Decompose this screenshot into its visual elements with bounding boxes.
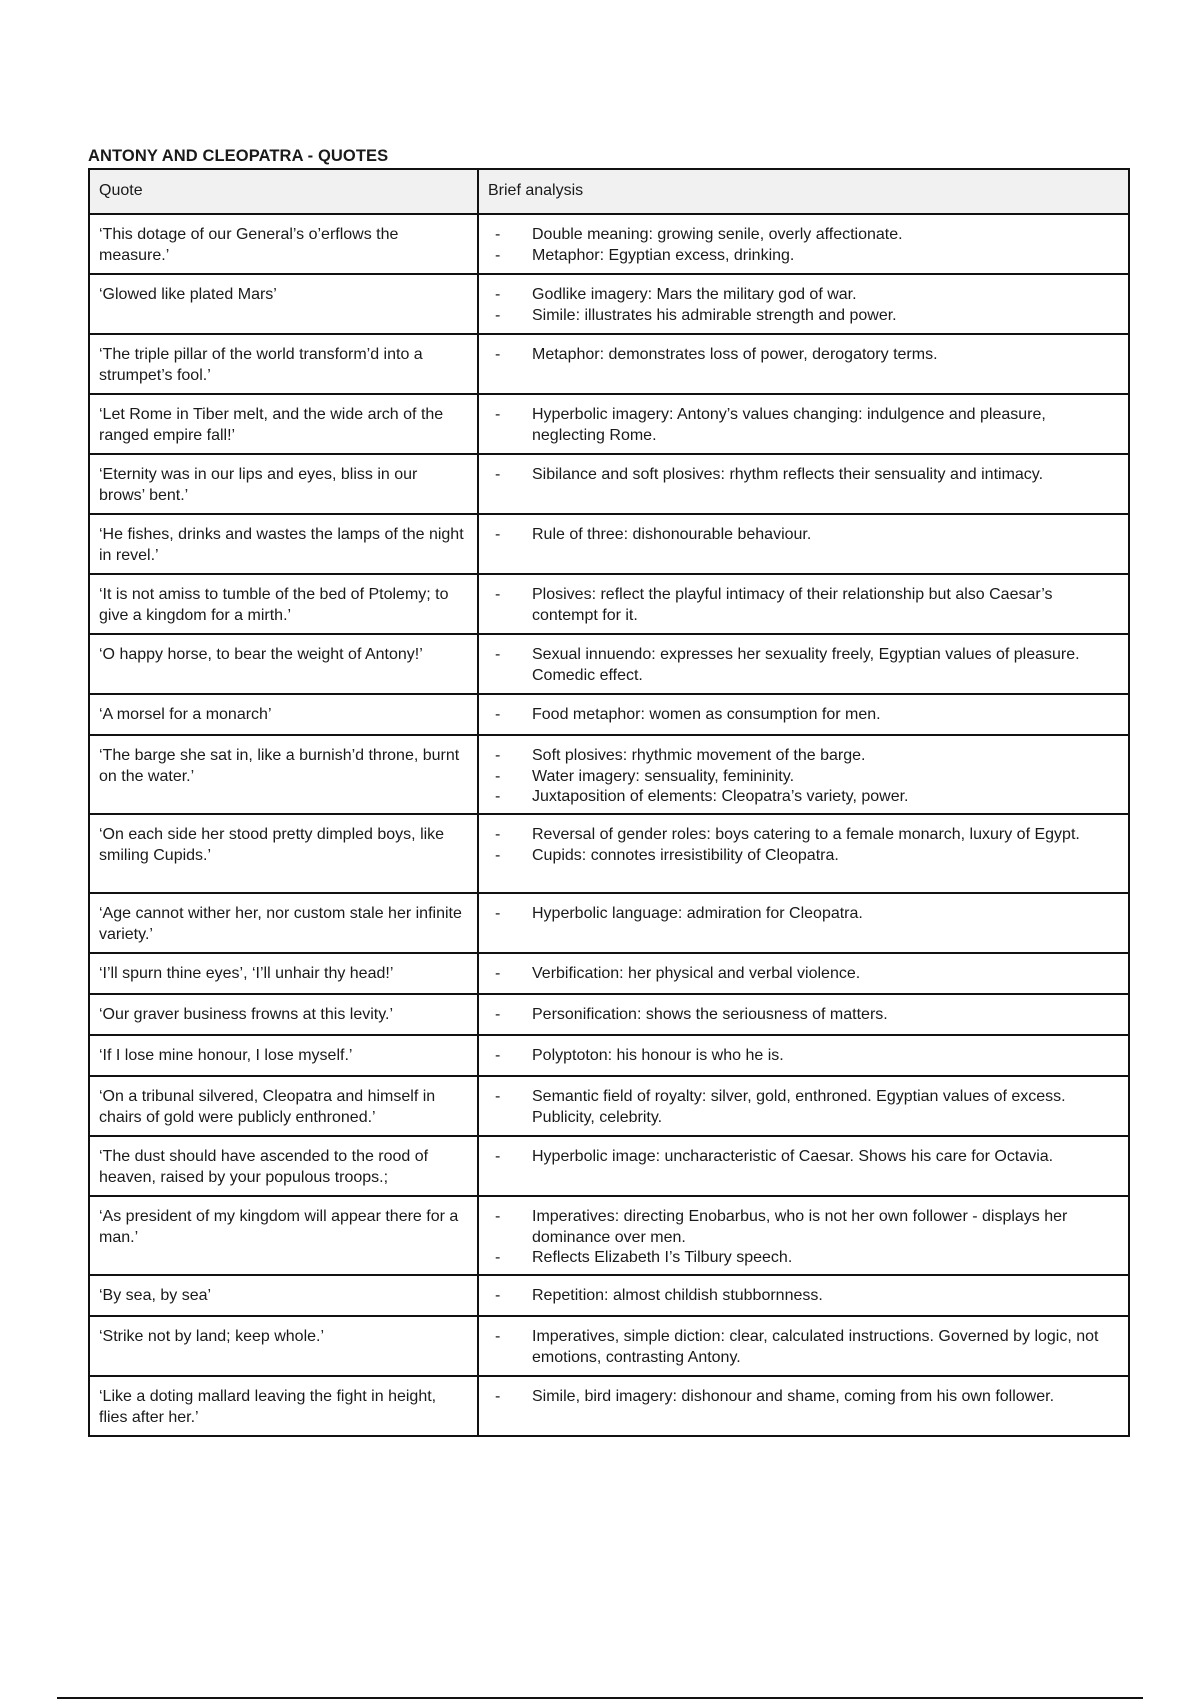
quote-cell: ‘Strike not by land; keep whole.’ [89, 1316, 478, 1376]
analysis-list [488, 1005, 1119, 1026]
analysis-point: - Reversal of gender roles: boys catering to a female monarch, luxury of Egypt. [488, 825, 1119, 846]
analysis-point: - Water imagery: sensuality, femininity. [488, 767, 1119, 788]
quote-cell: ‘O happy horse, to bear the weight of Antony!’ [89, 634, 478, 694]
analysis-cell [478, 694, 1129, 735]
analysis-cell [478, 214, 1129, 274]
table-body [89, 214, 1129, 1436]
analysis-point: - Verbification: her physical and verbal violence. [488, 964, 1119, 985]
analysis-point: - Soft plosives: rhythmic movement of the barge. [488, 746, 1119, 767]
quote-cell: ‘It is not amiss to tumble of the bed of Ptolemy; to give a kingdom for a mirth.’ [89, 574, 478, 634]
quote-cell: ‘The barge she sat in, like a burnish’d throne, burnt on the water.’ [89, 735, 478, 814]
page-title: ANTONY AND CLEOPATRA - QUOTES [88, 147, 389, 165]
analysis-point: - Metaphor: Egyptian excess, drinking. [488, 246, 1119, 267]
table-row [89, 953, 1129, 994]
analysis-cell [478, 1136, 1129, 1196]
analysis-list [488, 285, 1119, 326]
quote-column-header: Quote [89, 169, 478, 214]
analysis-point: - Repetition: almost childish stubbornness. [488, 1286, 1119, 1307]
analysis-point: - Sibilance and soft plosives: rhythm reflects their sensuality and intimacy. [488, 465, 1119, 486]
analysis-cell [478, 1376, 1129, 1436]
analysis-list [488, 1286, 1119, 1307]
table-row [89, 694, 1129, 735]
analysis-point: - Food metaphor: women as consumption for men. [488, 705, 1119, 726]
quote-cell: ‘As president of my kingdom will appear there for a man.’ [89, 1196, 478, 1275]
quote-cell: ‘Eternity was in our lips and eyes, bliss in our brows’ bent.’ [89, 454, 478, 514]
analysis-cell [478, 394, 1129, 454]
quote-cell: ‘Our graver business frowns at this levity.’ [89, 994, 478, 1035]
analysis-point: - Reflects Elizabeth I’s Tilbury speech. [488, 1248, 1119, 1269]
quote-cell: ‘Glowed like plated Mars’ [89, 274, 478, 334]
table-row [89, 634, 1129, 694]
quote-cell: ‘I’ll spurn thine eyes’, ‘I’ll unhair thy head!’ [89, 953, 478, 994]
analysis-point: - Personification: shows the seriousness of matters. [488, 1005, 1119, 1026]
table-row [89, 1076, 1129, 1136]
quotes-table [88, 168, 1130, 1437]
analysis-list [488, 964, 1119, 985]
quote-cell: ‘Let Rome in Tiber melt, and the wide arch of the ranged empire fall!’ [89, 394, 478, 454]
analysis-point: - Hyperbolic language: admiration for Cleopatra. [488, 904, 1119, 925]
quote-cell: ‘On a tribunal silvered, Cleopatra and himself in chairs of gold were publicly enthroned.’ [89, 1076, 478, 1136]
analysis-cell [478, 1275, 1129, 1316]
analysis-list [488, 904, 1119, 925]
table-row [89, 1136, 1129, 1196]
analysis-point: - Semantic field of royalty: silver, gold, enthroned. Egyptian values of excess. Publicity, celebrity. [488, 1087, 1119, 1128]
analysis-point: - Sexual innuendo: expresses her sexuality freely, Egyptian values of pleasure. Comedic effect. [488, 645, 1119, 686]
quote-cell: ‘Age cannot wither her, nor custom stale her infinite variety.’ [89, 893, 478, 953]
table-row [89, 735, 1129, 814]
quote-cell: ‘The dust should have ascended to the rood of heaven, raised by your populous troops.; [89, 1136, 478, 1196]
quote-cell: ‘Like a doting mallard leaving the fight in height, flies after her.’ [89, 1376, 478, 1436]
footer-divider [57, 1697, 1143, 1699]
analysis-list [488, 345, 1119, 366]
table-row [89, 814, 1129, 893]
analysis-cell [478, 1196, 1129, 1275]
analysis-point: - Godlike imagery: Mars the military god of war. [488, 285, 1119, 306]
analysis-point: - Plosives: reflect the playful intimacy of their relationship but also Caesar’s contempt for it. [488, 585, 1119, 626]
table-row [89, 1196, 1129, 1275]
analysis-list [488, 525, 1119, 546]
analysis-column-header: Brief analysis [478, 169, 1129, 214]
analysis-point: - Simile: illustrates his admirable strength and power. [488, 306, 1119, 327]
analysis-list [488, 1327, 1119, 1368]
analysis-list [488, 1087, 1119, 1128]
table-row [89, 1275, 1129, 1316]
analysis-cell [478, 1076, 1129, 1136]
table-row [89, 994, 1129, 1035]
quote-cell: ‘The triple pillar of the world transform’d into a strumpet’s fool.’ [89, 334, 478, 394]
table-row [89, 574, 1129, 634]
analysis-list [488, 225, 1119, 266]
analysis-cell [478, 634, 1129, 694]
table-row [89, 514, 1129, 574]
analysis-list [488, 645, 1119, 686]
analysis-cell [478, 1316, 1129, 1376]
analysis-point: - Double meaning: growing senile, overly affectionate. [488, 225, 1119, 246]
table-row [89, 394, 1129, 454]
analysis-list [488, 405, 1119, 446]
analysis-point: - Cupids: connotes irresistibility of Cleopatra. [488, 846, 1119, 867]
analysis-point: - Hyperbolic image: uncharacteristic of Caesar. Shows his care for Octavia. [488, 1147, 1119, 1168]
table-header-row [89, 169, 1129, 214]
analysis-list [488, 705, 1119, 726]
quote-cell: ‘This dotage of our General’s o’erflows the measure.’ [89, 214, 478, 274]
analysis-cell [478, 953, 1129, 994]
analysis-cell [478, 735, 1129, 814]
analysis-point: - Juxtaposition of elements: Cleopatra’s variety, power. [488, 787, 1119, 808]
analysis-cell [478, 814, 1129, 893]
analysis-cell [478, 514, 1129, 574]
analysis-cell [478, 893, 1129, 953]
analysis-cell [478, 574, 1129, 634]
table-row [89, 454, 1129, 514]
analysis-point: - Imperatives, simple diction: clear, calculated instructions. Governed by logic, not emotions, contrasting Antony. [488, 1327, 1119, 1368]
table-row [89, 893, 1129, 953]
table-row [89, 1376, 1129, 1436]
analysis-list [488, 585, 1119, 626]
analysis-point: - Simile, bird imagery: dishonour and shame, coming from his own follower. [488, 1387, 1119, 1408]
analysis-point: - Metaphor: demonstrates loss of power, derogatory terms. [488, 345, 1119, 366]
analysis-cell [478, 1035, 1129, 1076]
analysis-list [488, 1387, 1119, 1408]
analysis-list [488, 465, 1119, 486]
analysis-list [488, 1207, 1119, 1269]
analysis-list [488, 1046, 1119, 1067]
analysis-list [488, 746, 1119, 808]
table-row [89, 334, 1129, 394]
analysis-point: - Hyperbolic imagery: Antony’s values changing: indulgence and pleasure, neglecting Rome. [488, 405, 1119, 446]
analysis-cell [478, 334, 1129, 394]
quote-cell: ‘If I lose mine honour, I lose myself.’ [89, 1035, 478, 1076]
analysis-point: - Imperatives: directing Enobarbus, who is not her own follower - displays her dominance over men. [488, 1207, 1119, 1248]
analysis-point: - Polyptoton: his honour is who he is. [488, 1046, 1119, 1067]
table-row [89, 1035, 1129, 1076]
table-row [89, 274, 1129, 334]
quote-cell: ‘By sea, by sea’ [89, 1275, 478, 1316]
quote-cell: ‘He fishes, drinks and wastes the lamps of the night in revel.’ [89, 514, 478, 574]
analysis-list [488, 1147, 1119, 1168]
table-row [89, 1316, 1129, 1376]
quote-cell: ‘On each side her stood pretty dimpled boys, like smiling Cupids.’ [89, 814, 478, 893]
analysis-cell [478, 454, 1129, 514]
table-row [89, 214, 1129, 274]
analysis-list [488, 825, 1119, 866]
analysis-cell [478, 274, 1129, 334]
analysis-point: - Rule of three: dishonourable behaviour. [488, 525, 1119, 546]
quote-cell: ‘A morsel for a monarch’ [89, 694, 478, 735]
analysis-cell [478, 994, 1129, 1035]
